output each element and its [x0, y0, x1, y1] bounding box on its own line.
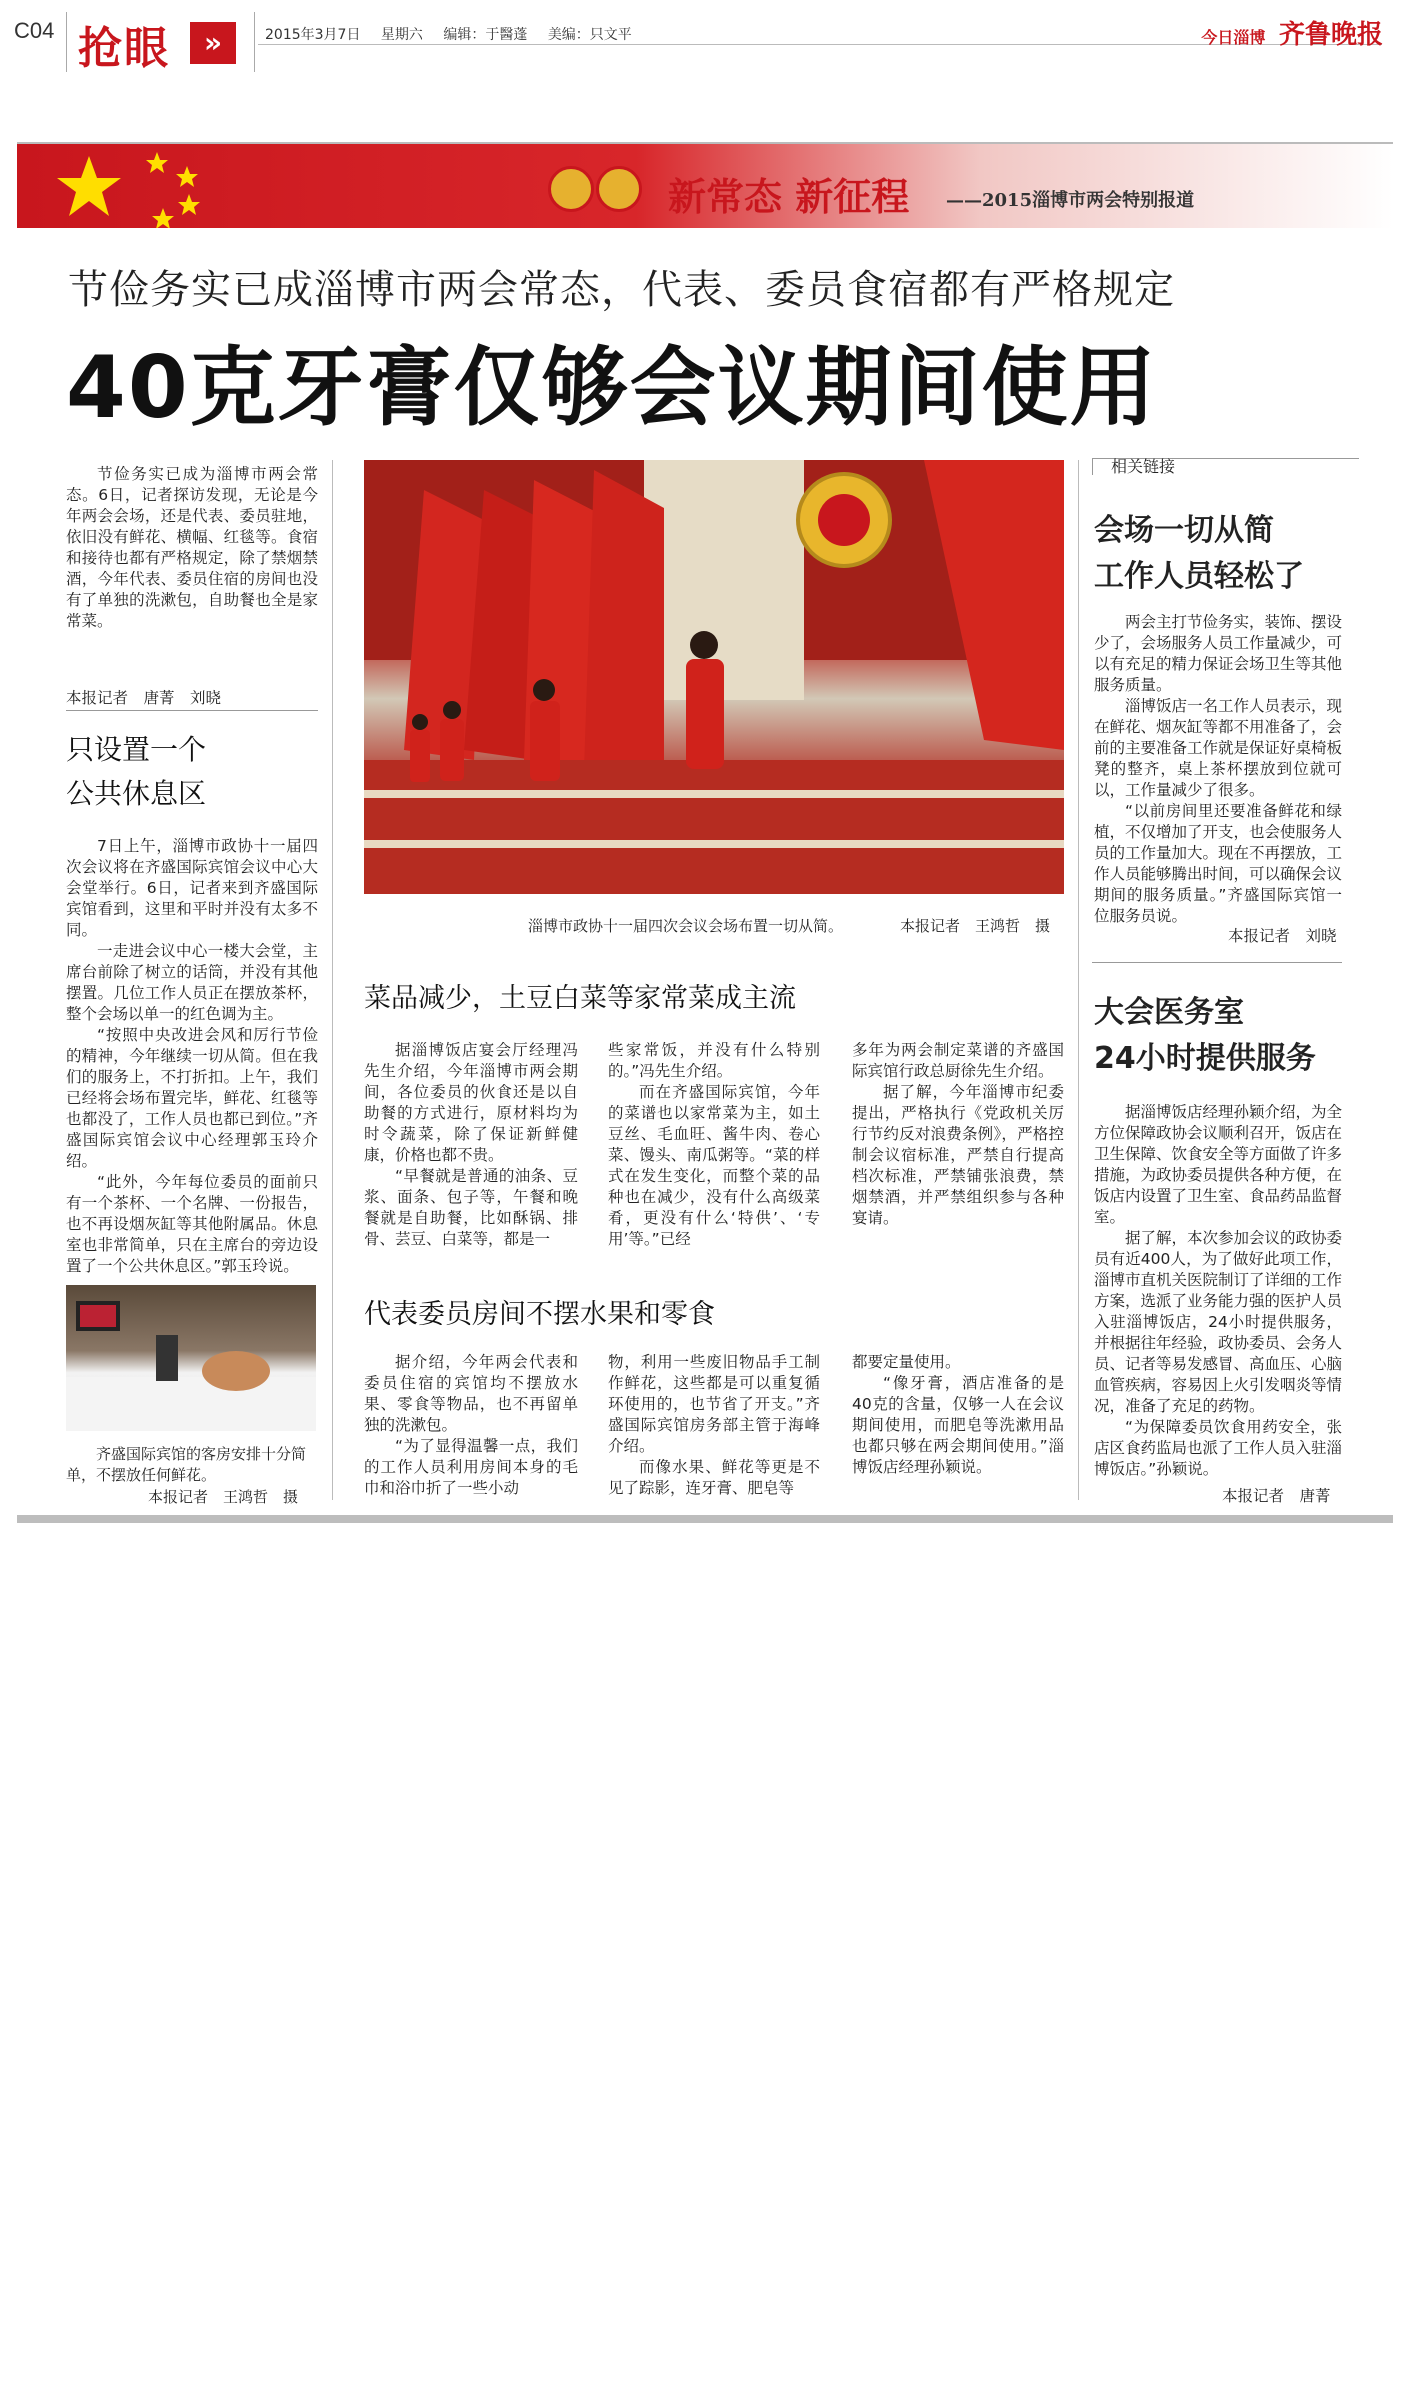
section2-col1	[364, 1040, 578, 1250]
star-icon-small	[152, 208, 174, 228]
paragraph: 两会主打节俭务实，装饰、摆设少了，会场服务人员工作量减少，可以有充足的精力保证会场卫生等其他服务质量。	[1094, 613, 1343, 694]
paragraph: “按照中央改进会风和厉行节俭的精神，今年继续一切从简。但在我们的服务上，不打折扣。上午，我们已经将会场布置完毕，鲜花、红毯等也都没了，工作人员也都已到位。”齐盛国际宾馆会议中心经理郭玉玲介绍。	[66, 1026, 318, 1170]
issue-date: 2015年3月7日	[265, 27, 361, 43]
section1-heading-line1: 只设置一个	[66, 733, 207, 766]
section3-col2	[608, 1352, 820, 1499]
column-divider-vertical	[332, 460, 333, 1500]
paragraph: 据介绍，今年两会代表和委员住宿的宾馆均不摆放水果、零食等物品，也不再留单独的洗漱包。	[364, 1353, 578, 1434]
related-links-label: 相关链接	[1092, 458, 1359, 475]
chevron-icon: »	[190, 22, 236, 64]
paragraph: 都要定量使用。	[852, 1353, 961, 1371]
national-emblem-icon	[548, 166, 594, 212]
header-divider	[66, 12, 67, 72]
column-divider	[1092, 962, 1342, 963]
newspaper-brand	[1201, 14, 1383, 51]
page-footer-rule	[17, 1515, 1393, 1523]
related2-heading-line1: 大会医务室	[1094, 995, 1244, 1030]
paragraph: 而像水果、鲜花等更是不见了踪影，连牙膏、肥皂等	[608, 1458, 820, 1497]
hotel-photo-byline: 本报记者 王鸿哲 摄	[148, 1488, 299, 1506]
paragraph: 些家常饭，并没有什么特别的。”冯先生介绍。	[608, 1041, 820, 1080]
section3-col1	[364, 1352, 578, 1499]
paragraph: 多年为两会制定菜谱的齐盛国际宾馆行政总厨徐先生介绍。	[852, 1041, 1064, 1080]
paragraph: “此外，今年每位委员的面前只有一个茶杯、一个名牌、一份报告，也不再设烟灰缸等其他附属品。休息室也非常简单，只在主席台的旁边设置了一个公共休息区。”郭玉玲说。	[66, 1173, 318, 1275]
related1-body	[1094, 612, 1342, 927]
related1-heading-line1: 会场一切从简	[1094, 513, 1274, 548]
hotel-room-illustration	[66, 1285, 316, 1431]
section1-body	[66, 836, 318, 1277]
star-icon-small	[146, 152, 168, 173]
section1-heading	[66, 728, 206, 816]
main-photo-byline: 本报记者 王鸿哲 摄	[900, 917, 1051, 935]
section3-col3	[852, 1352, 1064, 1478]
hotel-room-photo	[66, 1285, 316, 1431]
star-icon	[57, 156, 121, 216]
related1-byline: 本报记者 刘晓	[1228, 927, 1337, 945]
paragraph: 据了解，本次参加会议的政协委员有近400人，为了做好此项工作，淄博市直机关医院制订了详细的工作方案，选派了业务能力强的医护人员入驻淄博饭店，24小时提供服务，并根据往年经验，政协委员、会务人员、记者等易发感冒、高血压、心脑血管疾病，容易因上火引发咽炎等情况，准备了充足的药物。	[1094, 1229, 1343, 1415]
banner-title: 新常态 新征程	[668, 174, 910, 219]
related1-heading	[1094, 508, 1304, 600]
section2-col3	[852, 1040, 1064, 1229]
section3-heading: 代表委员房间不摆水果和零食	[364, 1299, 715, 1330]
main-photo	[364, 460, 1064, 894]
brand-small: 今日淄博	[1201, 28, 1266, 47]
issue-meta	[265, 24, 648, 44]
paragraph: “以前房间里还要准备鲜花和绿植，不仅增加了开支，也会使服务人员的工作量加大。现在不再摆放，工作人员能够腾出时间，可以确保会议期间的服务质量。”齐盛国际宾馆一位服务员说。	[1094, 802, 1343, 925]
article-kicker: 节俭务实已成淄博市两会常态，代表、委员食宿都有严格规定	[68, 267, 1175, 313]
related2-heading-line2: 24小时提供服务	[1094, 1041, 1316, 1076]
main-photo-caption: 淄博市政协十一届四次会议会场布置一切从简。	[528, 917, 844, 935]
conference-hall-illustration	[364, 460, 1064, 894]
paragraph: 据淄博饭店宴会厅经理冯先生介绍，今年淄博市两会期间，各位委员的伙食还是以自助餐的方式进行，原材料均为时令蔬菜，除了保证新鲜健康，价格也都不贵。	[364, 1041, 578, 1164]
paragraph: 物，利用一些废旧物品手工制作鲜花，这些都是可以重复循环使用的，也节省了开支。”齐盛国际宾馆房务部主管于海峰介绍。	[608, 1353, 820, 1455]
lead-paragraph: 节俭务实已成为淄博市两会常态。6日，记者探访发现，无论是今年两会会场，还是代表、委员驻地，依旧没有鲜花、横幅、红毯等。食宿和接待也都有严格规定，除了禁烟禁酒，今年代表、委员住宿的房间也没有了单独的洗漱包，自助餐也全是家常菜。	[66, 465, 318, 630]
related1-heading-line2: 工作人员轻松了	[1094, 559, 1304, 594]
paragraph: “像牙膏，酒店准备的是40克的含量，仅够一人在会议期间使用，而肥皂等洗漱用品也都只够在两会期间使用。”淄博饭店经理孙颖说。	[852, 1374, 1064, 1476]
star-icon-small	[176, 166, 198, 187]
paragraph: 7日上午，淄博市政协十一届四次会议将在齐盛国际宾馆会议中心大会堂举行。6日，记者来到齐盛国际宾馆看到，这里和平时并没有太多不同。	[66, 837, 318, 939]
section2-heading: 菜品减少，土豆白菜等家常菜成主流	[364, 983, 796, 1014]
star-icon-small	[178, 194, 200, 215]
paragraph: 淄博饭店一名工作人员表示，现在鲜花、烟灰缸等都不用准备了，会前的主要准备工作就是保证好桌椅板凳的整齐，桌上茶杯摆放到位就可以，工作量减少了很多。	[1094, 697, 1343, 799]
banner-subtitle: ——2015淄博市两会特别报道	[946, 190, 1195, 211]
section2-col2	[608, 1040, 820, 1250]
article-lead	[66, 464, 318, 632]
column-divider	[66, 710, 318, 711]
related2-body	[1094, 1102, 1342, 1480]
paragraph: 据淄博饭店经理孙颖介绍，为全方位保障政协会议顺利召开，饭店在卫生保障、饮食安全等方面做了许多措施，为政协委员提供各种方便，在饭店内设置了卫生室、食品药品监督室。	[1094, 1103, 1343, 1226]
section-name: 抢眼	[78, 23, 170, 74]
hotel-photo-caption: 齐盛国际宾馆的客房安排十分简单，不摆放任何鲜花。	[66, 1445, 307, 1484]
article-headline: 40克牙膏仅够会议期间使用	[66, 338, 1158, 438]
related2-byline: 本报记者 唐菁	[1222, 1487, 1331, 1505]
paragraph: 而在齐盛国际宾馆，今年的菜谱也以家常菜为主，如土豆丝、毛血旺、酱牛肉、卷心菜、馒头、南瓜粥等。“菜的样式在发生变化，而整个菜的品种也在减少，没有什么高级菜肴，更没有什么‘特供’、‘专用’等。”已经	[608, 1083, 820, 1248]
column-divider-vertical-2	[1078, 460, 1079, 1500]
header-divider-2	[254, 12, 255, 72]
section1-heading-line2: 公共休息区	[66, 777, 207, 810]
brand-logo: 齐鲁晚报	[1278, 20, 1383, 50]
designer-credit: 美编：只文平	[547, 27, 632, 43]
paragraph: 一走进会议中心一楼大会堂，主席台前除了树立的话筒，并没有其他摆置。几位工作人员正在摆放茶杯，整个会场以单一的红色调为主。	[66, 942, 318, 1023]
paragraph: “为保障委员饮食用药安全，张店区食药监局也派了工作人员入驻淄博饭店。”孙颖说。	[1094, 1418, 1343, 1478]
cppcc-emblem-icon	[596, 166, 642, 212]
paragraph: “早餐就是普通的油条、豆浆、面条、包子等，午餐和晚餐就是自助餐，比如酥锅、排骨、芸豆、白菜等，都是一	[364, 1167, 578, 1248]
lead-byline: 本报记者 唐菁 刘晓	[66, 689, 222, 707]
page-number: C04	[14, 18, 55, 43]
editor-credit: 编辑：于醫蓬	[443, 27, 528, 43]
issue-weekday: 星期六	[380, 27, 423, 43]
paragraph: 据了解，今年淄博市纪委提出，严格执行《党政机关厉行节约反对浪费条例》，严格控制会议宿标准，严禁自行提高档次标准，严禁铺张浪费，禁烟禁酒，并严禁组织参与各种宴请。	[852, 1083, 1064, 1227]
paragraph: “为了显得温馨一点，我们的工作人员利用房间本身的毛巾和浴巾折了一些小动	[364, 1437, 578, 1497]
related2-heading	[1094, 990, 1316, 1082]
